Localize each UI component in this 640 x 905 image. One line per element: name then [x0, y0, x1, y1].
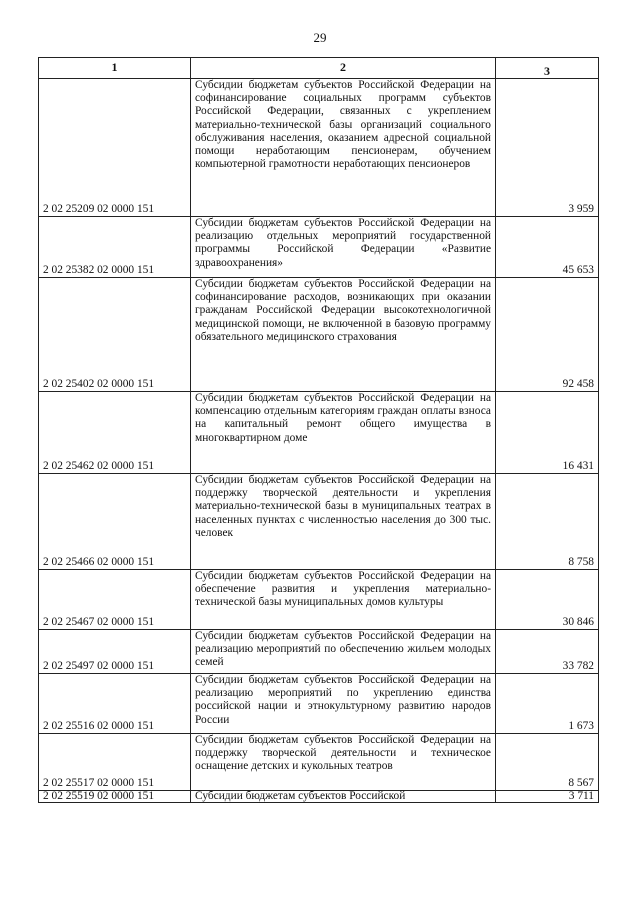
table-row [39, 630, 599, 674]
revenue-description: Субсидии бюджетам субъектов Российской Федерации на реализацию отдельных мероприятий государственной программы Российской Федерации «Развитие здравоохранения» [191, 217, 496, 278]
table-row [39, 570, 599, 630]
page-number: 29 [313, 30, 327, 45]
revenue-description: Субсидии бюджетам субъектов Российской Федерации на поддержку творческой деятельности и укрепления материально-технической базы в муниципальных театрах в населенных пунктах с численностью населения до 300 тыс. человек [191, 474, 496, 570]
revenue-amount: 8 567 [496, 734, 599, 791]
revenue-description: Субсидии бюджетам субъектов Российской Федерации на поддержку творческой деятельности и техническое оснащение детских и кукольных театров [191, 734, 496, 791]
revenue-amount: 30 846 [496, 570, 599, 630]
revenue-code: 2 02 25519 02 0000 151 [39, 791, 191, 803]
budget-table [38, 57, 599, 803]
revenue-amount: 3 959 [496, 79, 599, 217]
revenue-amount: 45 653 [496, 217, 599, 278]
revenue-code: 2 02 25497 02 0000 151 [39, 630, 191, 674]
revenue-description: Субсидии бюджетам субъектов Российской [191, 791, 496, 803]
table-row [39, 392, 599, 474]
revenue-code: 2 02 25516 02 0000 151 [39, 674, 191, 734]
revenue-code: 2 02 25466 02 0000 151 [39, 474, 191, 570]
column-header-2: 2 [191, 58, 496, 79]
revenue-description: Субсидии бюджетам субъектов Российской Федерации на софинансирование социальных программ субъектов Российской Федерации, связанных с укреплением материально-технической базы организаций социального обслуживания населения, оказанием адресной социальной помощи неработающим пенсионерам, обучением компьютерной грамотности неработающих пенсионеров [191, 79, 496, 217]
table-row [39, 474, 599, 570]
table-row [39, 79, 599, 217]
revenue-description: Субсидии бюджетам субъектов Российской Федерации на реализацию мероприятий по обеспечению жильем молодых семей [191, 630, 496, 674]
table-row [39, 674, 599, 734]
revenue-description: Субсидии бюджетам субъектов Российской Федерации на компенсацию отдельным категориям граждан оплаты взноса на капитальный ремонт общего имущества в многоквартирном доме [191, 392, 496, 474]
table-row [39, 791, 599, 803]
revenue-code: 2 02 25209 02 0000 151 [39, 79, 191, 217]
revenue-description: Субсидии бюджетам субъектов Российской Федерации на софинансирование расходов, возникающих при оказании гражданам Российской Федерации высокотехнологичной медицинской помощи, не включенной в базовую программу обязательного медицинского страхования [191, 278, 496, 392]
revenue-amount: 92 458 [496, 278, 599, 392]
table-row [39, 734, 599, 791]
table-header-row [39, 58, 599, 79]
revenue-code: 2 02 25467 02 0000 151 [39, 570, 191, 630]
revenue-code: 2 02 25517 02 0000 151 [39, 734, 191, 791]
revenue-code: 2 02 25462 02 0000 151 [39, 392, 191, 474]
revenue-code: 2 02 25382 02 0000 151 [39, 217, 191, 278]
table-row [39, 278, 599, 392]
revenue-amount: 1 673 [496, 674, 599, 734]
column-header-3: 3 [496, 58, 599, 79]
revenue-amount: 33 782 [496, 630, 599, 674]
revenue-amount: 16 431 [496, 392, 599, 474]
revenue-amount: 3 711 [496, 791, 599, 803]
revenue-amount: 8 758 [496, 474, 599, 570]
table-row [39, 217, 599, 278]
revenue-description: Субсидии бюджетам субъектов Российской Федерации на реализацию мероприятий по укреплению единства российской нации и этнокультурному развитию народов России [191, 674, 496, 734]
revenue-code: 2 02 25402 02 0000 151 [39, 278, 191, 392]
revenue-description: Субсидии бюджетам субъектов Российской Федерации на обеспечение развития и укрепления материально-технической базы муниципальных домов культуры [191, 570, 496, 630]
column-header-1: 1 [39, 58, 191, 79]
